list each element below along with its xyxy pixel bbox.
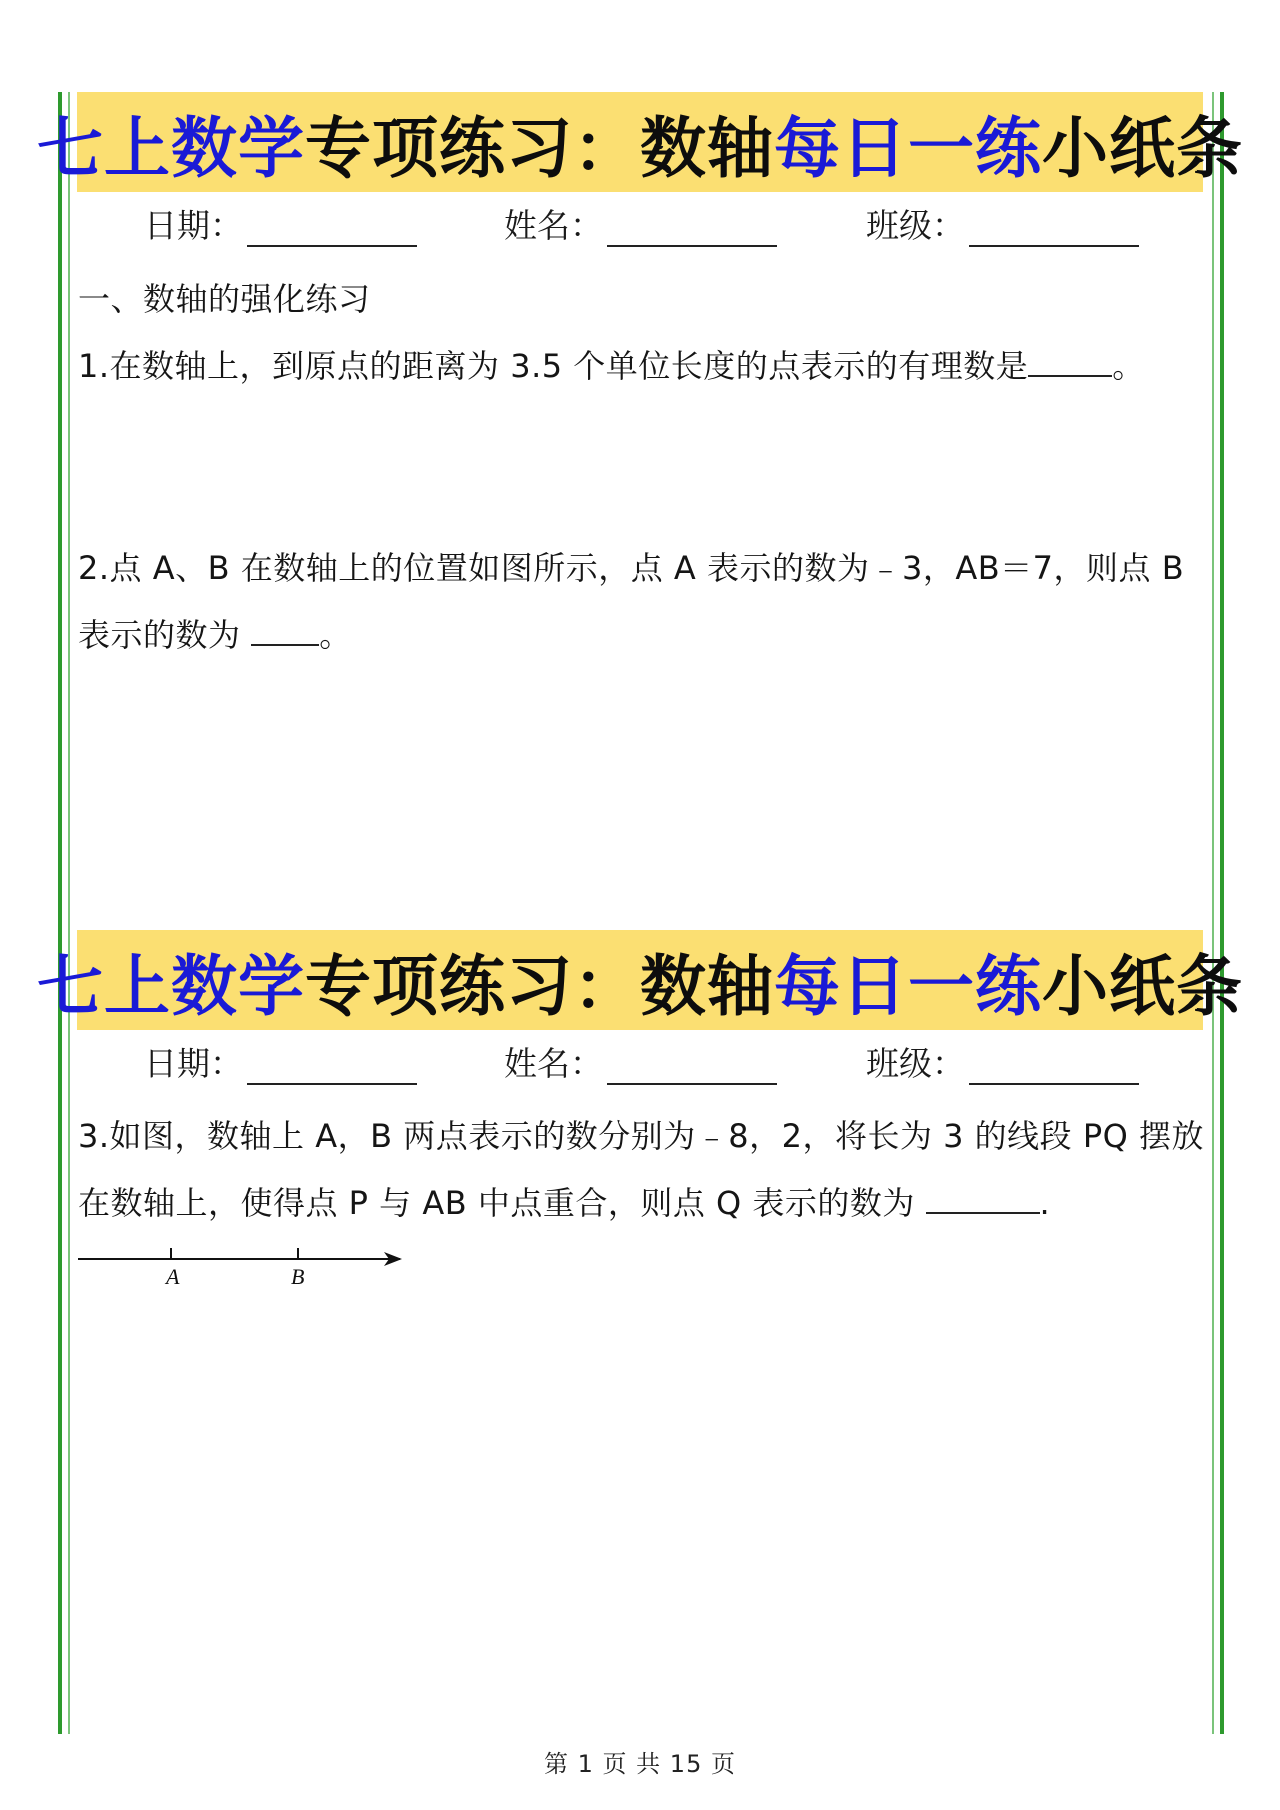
right-border (1212, 92, 1224, 1734)
title-part: 每日一练 (774, 109, 1042, 187)
point-label-a: A (166, 1264, 180, 1289)
date-blank[interactable] (247, 1047, 417, 1085)
date-blank[interactable] (247, 209, 417, 247)
class-blank[interactable] (969, 209, 1139, 247)
student-info-row-2 (0, 1038, 1280, 1088)
title-part: 专项练习：数轴 (305, 947, 774, 1025)
section-heading: 一、数轴的强化练习 (78, 280, 371, 318)
question-2-line-2 (78, 610, 352, 656)
question-3-line-1: 3.如图，数轴上 A，B 两点表示的数分别为﹣8，2，将长为 3 的线段 PQ 摆放 (78, 1117, 1204, 1155)
title-part: 七上数学 (37, 947, 305, 1025)
worksheet-title-banner-2 (37, 930, 1243, 1030)
class-field[interactable] (866, 200, 1139, 247)
question-2-line-1: 2.点 A、B 在数轴上的位置如图所示，点 A 表示的数为﹣3，AB＝7，则点 B (78, 549, 1185, 587)
class-field[interactable] (866, 1038, 1139, 1085)
question-2-end: 。 (319, 616, 352, 654)
answer-blank-2[interactable] (251, 614, 319, 646)
question-1-end: 。 (1112, 347, 1145, 385)
question-3-text: 在数轴上，使得点 P 与 AB 中点重合，则点 Q 表示的数为 (78, 1184, 926, 1222)
question-2-text: 表示的数为 (78, 616, 252, 654)
name-field[interactable] (504, 200, 777, 247)
question-1-text: 1.在数轴上，到原点的距离为 3.5 个单位长度的点表示的有理数是 (78, 347, 1029, 385)
name-field[interactable] (504, 1038, 777, 1085)
date-field[interactable] (144, 1038, 417, 1085)
class-blank[interactable] (969, 1047, 1139, 1085)
title-part: 每日一练 (774, 947, 1042, 1025)
name-blank[interactable] (607, 209, 777, 247)
point-label-b: B (291, 1264, 305, 1289)
question-3-line-2 (78, 1178, 1050, 1224)
question-1 (78, 341, 1145, 387)
name-label: 姓名： (504, 1044, 603, 1083)
title-part: 专项练习：数轴 (305, 109, 774, 187)
answer-blank-1[interactable] (1028, 345, 1112, 377)
date-label: 日期： (144, 1044, 243, 1083)
worksheet-title-banner-1 (37, 92, 1243, 192)
class-label: 班级： (866, 206, 965, 245)
date-field[interactable] (144, 200, 417, 247)
title-part: 七上数学 (37, 109, 305, 187)
class-label: 班级： (866, 1044, 965, 1083)
title-part: 小纸条 (1042, 109, 1243, 187)
date-label: 日期： (144, 206, 243, 245)
question-3-end: . (1039, 1184, 1051, 1222)
left-border (58, 92, 70, 1734)
answer-blank-3[interactable] (926, 1182, 1040, 1214)
title-part: 小纸条 (1042, 947, 1243, 1025)
page-footer: 第 1 页 共 15 页 (544, 1750, 736, 1778)
name-blank[interactable] (607, 1047, 777, 1085)
name-label: 姓名： (504, 206, 603, 245)
number-line-figure (78, 1236, 414, 1296)
student-info-row-1 (0, 200, 1280, 250)
